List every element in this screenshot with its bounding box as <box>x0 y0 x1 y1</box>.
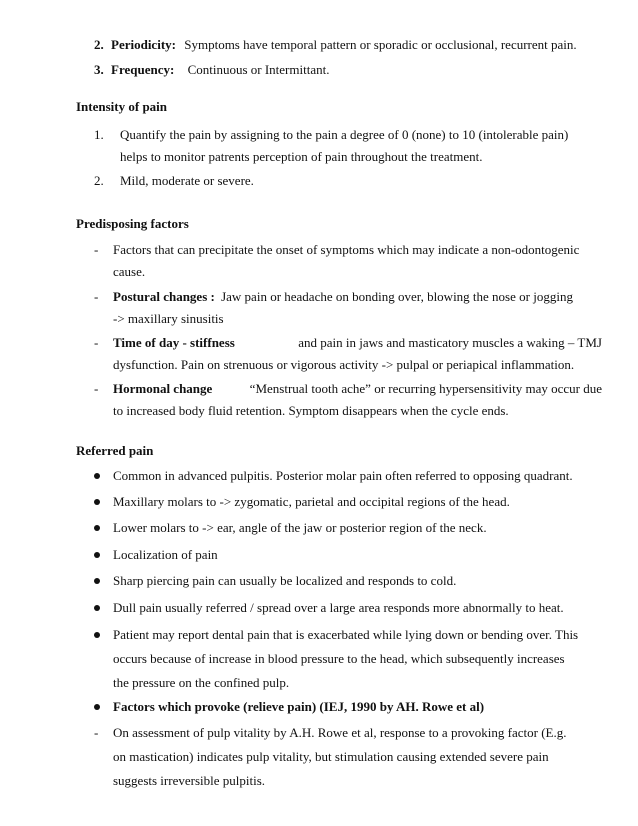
item-text-line: Quantify the pain by assigning to the pain a degree of 0 (none) to 10 (intolerable pain) <box>120 127 569 142</box>
bullet-text-line: the pressure on the confined pulp. <box>113 675 290 690</box>
item-text-line <box>113 378 602 400</box>
item-text-line: dysfunction. Pain on strenuous or vigorous activity -> pulpal or periapical inflammation. <box>113 357 575 372</box>
bullet-text-line: Factors which provoke (relieve pain) (IEJ, 1990 by AH. Rowe et al) <box>113 699 485 714</box>
item-text-line: on mastication) indicates pulp vitality, but stimulation causing extended severe pain <box>113 749 549 764</box>
item-text: “Menstrual tooth ache” or recurring hypersensitivity may occur due <box>249 381 602 396</box>
item-label: Postural changes : <box>113 289 215 304</box>
dash-marker: - <box>94 242 99 257</box>
list-item <box>94 59 329 81</box>
bullet-icon <box>94 552 100 558</box>
item-label: Hormonal change <box>113 381 213 396</box>
bullet-icon <box>94 525 100 531</box>
item-text-line <box>113 332 602 354</box>
item-text-line: helps to monitor patrents perception of pain throughout the treatment. <box>120 149 483 164</box>
item-text-line: Mild, moderate or severe. <box>120 173 254 188</box>
dash-marker: - <box>94 725 99 740</box>
bullet-icon <box>94 605 100 611</box>
item-text-line: cause. <box>113 264 146 279</box>
bullet-icon <box>94 632 100 638</box>
item-text: Jaw pain or headache on bonding over, blowing the nose or jogging <box>221 289 573 304</box>
item-text-line: to increased body fluid retention. Symptom disappears when the cycle ends. <box>113 403 509 418</box>
item-number: 1. <box>94 127 104 142</box>
item-text-line: On assessment of pulp vitality by A.H. Rowe et al, response to a provoking factor (E.g. <box>113 725 567 740</box>
item-text-line: -> maxillary sinusitis <box>113 311 224 326</box>
item-text: Symptoms have temporal pattern or sporadic or occlusional, recurrent pain. <box>184 37 577 52</box>
bullet-text-line: Localization of pain <box>113 547 218 562</box>
bullet-text-line: Lower molars to -> ear, angle of the jaw or posterior region of the neck. <box>113 520 487 535</box>
section-heading-referred: Referred pain <box>76 443 154 458</box>
bullet-icon <box>94 499 100 505</box>
item-text-line: Factors that can precipitate the onset of symptoms which may indicate a non-odontogenic <box>113 242 580 257</box>
bullet-text-line: occurs because of increase in blood pressure to the head, which subsequently increases <box>113 651 565 666</box>
bullet-icon <box>94 704 100 710</box>
item-text-line: suggests irreversible pulpitis. <box>113 773 266 788</box>
bullet-icon <box>94 578 100 584</box>
item-text: and pain in jaws and masticatory muscles a waking – TMJ <box>298 335 602 350</box>
item-number: 2. <box>94 37 104 52</box>
dash-marker: - <box>94 335 99 350</box>
list-item <box>94 34 577 56</box>
bullet-text-line: Dull pain usually referred / spread over a large area responds more abnormally to heat. <box>113 600 564 615</box>
bullet-text-line: Patient may report dental pain that is exacerbated while lying down or bending over. This <box>113 627 579 642</box>
item-label: Periodicity: <box>111 37 176 52</box>
bullet-text-line: Sharp piercing pain can usually be localized and responds to cold. <box>113 573 457 588</box>
item-label: Time of day - stiffness <box>113 335 235 350</box>
bullet-icon <box>94 473 100 479</box>
item-text: Continuous or Intermittant. <box>187 62 330 77</box>
section-heading-intensity: Intensity of pain <box>76 99 168 114</box>
item-label: Frequency: <box>111 62 175 77</box>
item-text-line <box>113 286 602 308</box>
item-number: 2. <box>94 173 104 188</box>
bullet-text-line: Common in advanced pulpitis. Posterior molar pain often referred to opposing quadrant. <box>113 468 573 483</box>
dash-marker: - <box>94 381 99 396</box>
bullet-text-line: Maxillary molars to -> zygomatic, parietal and occipital regions of the head. <box>113 494 510 509</box>
item-number: 3. <box>94 62 104 77</box>
section-heading-predisposing: Predisposing factors <box>76 216 189 231</box>
dash-marker: - <box>94 289 99 304</box>
